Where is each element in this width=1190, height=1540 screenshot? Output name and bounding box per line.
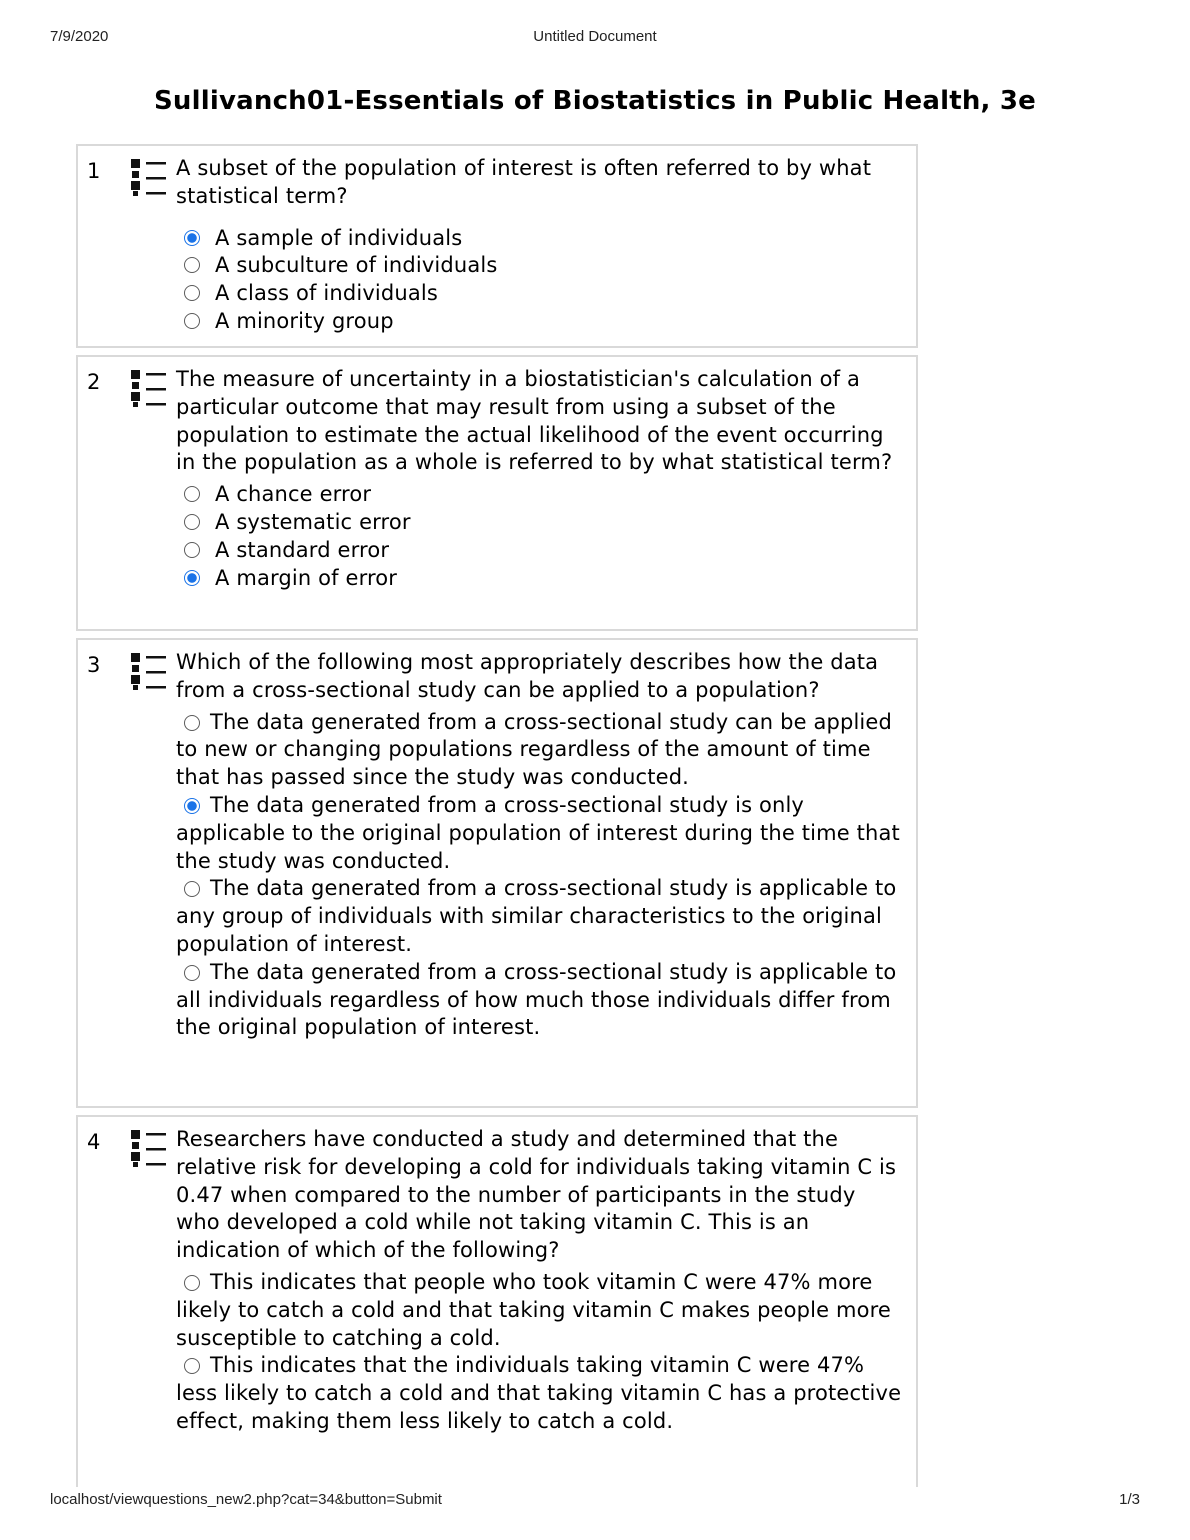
question-text: A subset of the population of interest is often referred to by what statistical term?	[176, 156, 872, 208]
answer-label: A minority group	[215, 308, 394, 333]
answer-label: A class of individuals	[215, 281, 438, 306]
answer-option[interactable]	[176, 280, 904, 308]
page-url: localhost/viewquestions_new2.php?cat=34&button=Submit	[50, 1491, 442, 1508]
multiple-choice-icon	[130, 369, 168, 409]
answer-option[interactable]	[176, 959, 904, 1042]
answer-choices	[176, 225, 904, 336]
page-number: 1/3	[1119, 1491, 1140, 1508]
answer-label: The data generated from a cross-sectional study is only applicable to the original population of interest during the time that the study was conducted.	[176, 792, 900, 873]
question-card-1	[76, 144, 918, 348]
answer-option[interactable]	[176, 252, 904, 280]
answer-label: A subculture of individuals	[215, 253, 498, 278]
answer-label: A sample of individuals	[215, 225, 463, 250]
answer-option[interactable]	[176, 481, 904, 509]
answer-label: A standard error	[215, 537, 390, 562]
answer-choices	[176, 709, 904, 1043]
answer-option[interactable]	[176, 709, 904, 792]
answer-label: A systematic error	[215, 509, 411, 534]
answer-label: The data generated from a cross-sectional study can be applied to new or changing populations regardless of the amount of time that has passed since the study was conducted.	[176, 709, 892, 790]
radio-button-selected[interactable]	[184, 230, 200, 246]
radio-button[interactable]	[184, 313, 200, 329]
answer-label: The data generated from a cross-sectional study is applicable to any group of individuals with similar characteristics to the original population of interest.	[176, 876, 897, 956]
radio-button[interactable]	[184, 514, 200, 530]
radio-button-selected[interactable]	[184, 798, 200, 814]
answer-option[interactable]	[176, 565, 904, 593]
radio-button[interactable]	[184, 542, 200, 558]
question-text: Which of the following most appropriately describes how the data from a cross-sectional study can be applied to a population?	[176, 650, 879, 702]
multiple-choice-icon	[130, 652, 168, 692]
question-number: 1	[87, 159, 101, 183]
answer-option[interactable]	[176, 308, 904, 336]
answer-label: This indicates that people who took vitamin C were 47% more likely to catch a cold and that taking vitamin C makes people more susceptible to catching a cold.	[176, 1269, 891, 1350]
question-number: 4	[87, 1130, 101, 1154]
answer-label: This indicates that the individuals taking vitamin C were 47% less likely to catch a cold and that taking vitamin C has a protective effect, making them less likely to catch a cold.	[176, 1353, 902, 1433]
answer-option[interactable]	[176, 1269, 904, 1352]
answer-label: A chance error	[215, 482, 372, 507]
question-text: The measure of uncertainty in a biostatistician's calculation of a particular outcome that may result from using a subset of the population to estimate the actual likelihood of the event occurring in the population as a whole is referred to by what statistical term?	[176, 367, 893, 475]
question-card-2	[76, 355, 918, 631]
answer-label: A margin of error	[215, 565, 398, 590]
multiple-choice-icon	[130, 158, 168, 198]
radio-button[interactable]	[184, 285, 200, 301]
radio-button[interactable]	[184, 486, 200, 502]
question-number: 3	[87, 653, 101, 677]
answer-option[interactable]	[176, 537, 904, 565]
print-header	[50, 28, 1140, 48]
answer-option[interactable]	[176, 225, 904, 253]
question-card-4	[76, 1115, 918, 1487]
question-card-3	[76, 638, 918, 1108]
answer-choices	[176, 481, 904, 592]
question-number: 2	[87, 370, 101, 394]
answer-option[interactable]	[176, 875, 904, 958]
radio-button[interactable]	[184, 257, 200, 273]
radio-button[interactable]	[184, 965, 200, 981]
print-date: 7/9/2020	[50, 28, 109, 45]
print-footer	[50, 1491, 1140, 1511]
question-text: Researchers have conducted a study and determined that the relative risk for developing a cold for individuals taking vitamin C is 0.47 when compared to the number of participants in the study who developed a cold while not taking vitamin C. This is an indication of which of the following?	[176, 1127, 897, 1263]
answer-option[interactable]	[176, 792, 904, 875]
multiple-choice-icon	[130, 1129, 168, 1169]
answer-option[interactable]	[176, 509, 904, 537]
print-document-title: Untitled Document	[533, 28, 657, 45]
radio-button-selected[interactable]	[184, 570, 200, 586]
radio-button[interactable]	[184, 1275, 200, 1291]
radio-button[interactable]	[184, 715, 200, 731]
answer-choices	[176, 1269, 904, 1436]
answer-option[interactable]	[176, 1352, 904, 1435]
answer-label: The data generated from a cross-sectional study is applicable to all individuals regardless of how much those individuals differ from the original population of interest.	[176, 959, 897, 1040]
radio-button[interactable]	[184, 1358, 200, 1374]
page-title: Sullivanch01-Essentials of Biostatistics in Public Health, 3e	[154, 86, 1036, 116]
radio-button[interactable]	[184, 881, 200, 897]
